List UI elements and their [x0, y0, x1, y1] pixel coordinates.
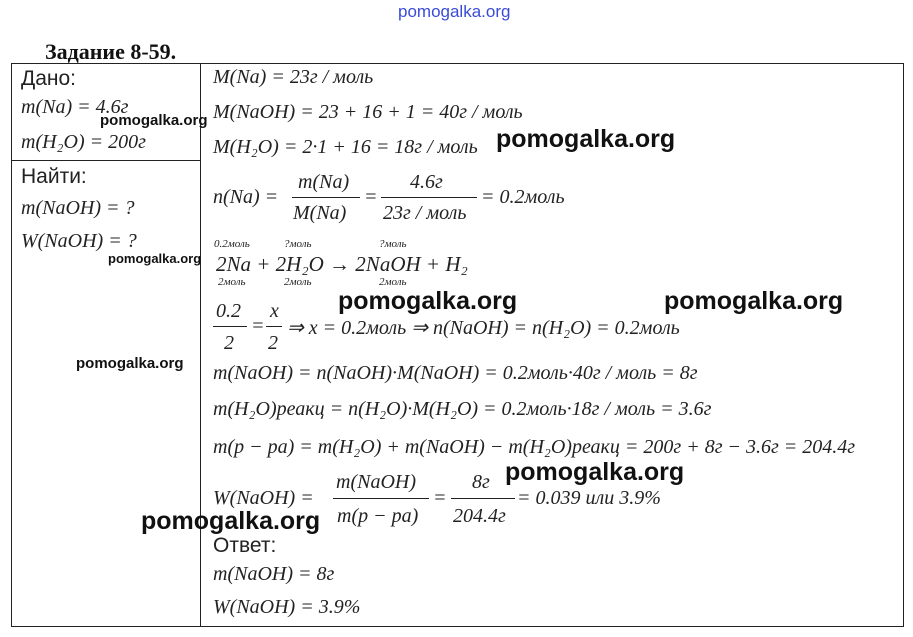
watermark: pomogalka.org	[338, 287, 518, 315]
find-line-1: m(NaOH) = ?	[21, 197, 135, 219]
find-label: Найти:	[21, 165, 87, 188]
w-result: = 0.039 или 3.9%	[517, 487, 661, 509]
n-na-fraction-bar-2	[381, 197, 477, 198]
n-na-den2: 23г / моль	[383, 202, 467, 224]
prop-num2: x	[270, 300, 279, 322]
given-line-1: m(Na) = 4.6г	[21, 96, 129, 118]
watermark: pomogalka.org	[505, 458, 685, 486]
w-fraction-bar-1	[333, 498, 429, 499]
mass-h2o-reacted-line: m(H₂O)реакц = n(H₂O)·M(H₂O) = 0.2моль·18г / моль = 3.6г	[213, 398, 712, 420]
prop-rest: ⇒ x = 0.2моль ⇒ n(NaOH) = n(H₂O) = 0.2моль	[287, 317, 680, 339]
molar-mass-na: M(Na) = 23г / моль	[213, 66, 374, 88]
reaction-above-naoh: ?моль	[379, 238, 407, 250]
w-lhs: W(NaOH) =	[213, 487, 314, 509]
n-na-lhs: n(Na) =	[213, 186, 279, 208]
mass-naoh-line: m(NaOH) = n(NaOH)·M(NaOH) = 0.2моль·40г / моль = 8г	[213, 362, 698, 384]
answer-line-1: m(NaOH) = 8г	[213, 563, 335, 585]
n-na-eq: =	[364, 186, 378, 208]
reaction-above-h2o: ?моль	[284, 238, 312, 250]
watermark: pomogalka.org	[76, 355, 184, 372]
column-divider	[200, 63, 201, 626]
reaction-below-na: 2моль	[218, 276, 246, 288]
reaction-equation: 2Na + 2H₂O → 2NaOH + H₂	[216, 252, 468, 276]
reaction-below-h2o: 2моль	[284, 276, 312, 288]
w-den1: m(р − ра)	[337, 505, 419, 527]
molar-mass-h2o: M(H₂O) = 2·1 + 16 = 18г / моль	[213, 136, 478, 158]
watermark: pomogalka.org	[664, 287, 844, 315]
prop-fraction-bar-1	[213, 326, 247, 327]
watermark: pomogalka.org	[496, 125, 676, 153]
reaction-above-na: 0.2моль	[214, 238, 250, 250]
watermark: pomogalka.org	[100, 112, 208, 129]
reaction-below-naoh: 2моль	[379, 276, 407, 288]
n-na-fraction-bar-1	[292, 197, 360, 198]
task-title: Задание 8-59.	[45, 39, 177, 64]
find-line-2: W(NaOH) = ?	[21, 230, 137, 252]
answer-label: Ответ:	[213, 534, 277, 557]
w-num1: m(NaOH)	[336, 471, 416, 493]
n-na-num2: 4.6г	[410, 171, 443, 193]
prop-den1: 2	[224, 332, 234, 354]
given-label: Дано:	[21, 67, 77, 90]
prop-num1: 0.2	[216, 300, 241, 322]
n-na-den1: M(Na)	[293, 202, 347, 224]
prop-eq: =	[251, 315, 265, 337]
site-link[interactable]: pomogalka.org	[398, 2, 511, 21]
watermark: pomogalka.org	[141, 507, 321, 535]
answer-line-2: W(NaOH) = 3.9%	[213, 596, 361, 618]
w-fraction-bar-2	[451, 498, 515, 499]
prop-den2: 2	[268, 332, 278, 354]
molar-mass-naoh: M(NaOH) = 23 + 16 + 1 = 40г / моль	[213, 101, 523, 123]
mass-solution-line: m(р − ра) = m(H₂O) + m(NaOH) − m(H₂O)реакц = 200г + 8г − 3.6г = 204.4г	[213, 436, 856, 458]
watermark: pomogalka.org	[108, 251, 202, 266]
given-divider	[11, 160, 201, 161]
w-den2: 204.4г	[453, 505, 506, 527]
w-eq: =	[433, 487, 447, 509]
prop-fraction-bar-2	[266, 326, 282, 327]
w-num2: 8г	[472, 471, 490, 493]
n-na-result: = 0.2моль	[481, 186, 565, 208]
given-line-2: m(H₂O) = 200г	[21, 131, 146, 153]
n-na-num1: m(Na)	[298, 171, 350, 193]
